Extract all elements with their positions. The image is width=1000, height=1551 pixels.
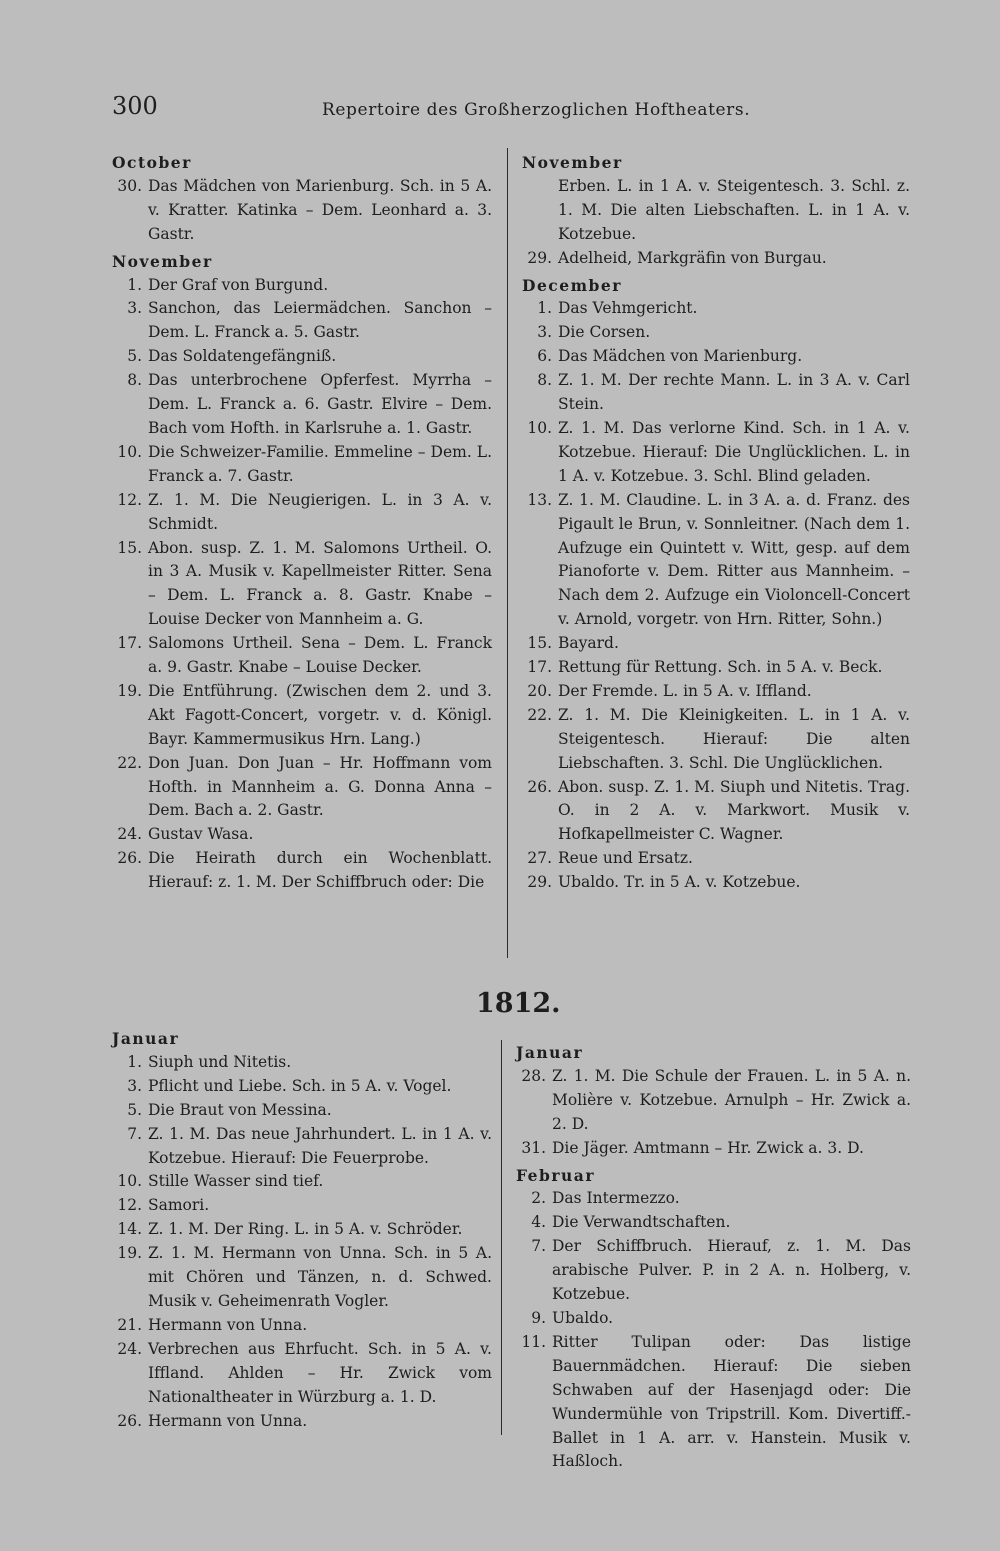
entry-date: 14.: [117, 1220, 142, 1239]
entry-date: 11.: [521, 1332, 546, 1351]
list-item: [516, 1137, 911, 1161]
entry-text: Z. 1. M. Das neue Jahrhundert. L. in 1 A. v. Kotzebue. Hierauf: Die Feuerprobe.: [148, 1124, 492, 1167]
entry-text: Don Juan. Don Juan – Hr. Hoffmann vom Hofth. in Mannheim a. G. Donna Anna – Dem. Bach a. 2. Gastr.: [148, 753, 492, 820]
entry-date: 15.: [527, 634, 552, 653]
list-item: [522, 369, 910, 417]
month-heading: November: [522, 153, 623, 172]
entry-text: Adelheid, Markgräfin von Burgau.: [558, 248, 827, 267]
entry-text: Z. 1. M. Der Ring. L. in 5 A. v. Schröder.: [148, 1220, 463, 1239]
entry-text: Die Jäger. Amtmann – Hr. Zwick a. 3. D.: [552, 1138, 864, 1157]
running-title: Repertoire des Großherzoglichen Hoftheaters.: [322, 100, 751, 120]
list-item: [522, 321, 910, 345]
list-item: [522, 417, 910, 489]
entry-text: Z. 1. M. Hermann von Unna. Sch. in 5 A. mit Chören und Tänzen, n. d. Schwed. Musik v. Geheimenrath Vogler.: [148, 1244, 492, 1310]
entry-date: 4.: [531, 1213, 546, 1232]
list-item: [522, 680, 910, 704]
entry-date: 2.: [531, 1189, 546, 1208]
entry-text: Z. 1. M. Die Schule der Frauen. L. in 5 A. n. Molière v. Kotzebue. Arnulph – Hr. Zwick a. 2. D.: [552, 1066, 911, 1133]
entry-text: Das Vehmgericht.: [558, 299, 698, 318]
entry-date: 1.: [127, 275, 142, 294]
entry-text: Samori.: [148, 1196, 210, 1215]
entry-text: Die Schweizer-Familie. Emmeline – Dem. L. Franck a. 7. Gastr.: [148, 442, 492, 485]
entry-text: Der Schiffbruch. Hierauf, z. 1. M. Das arabische Pulver. P. in 2 A. n. Holberg, v. Kotzebue.: [552, 1237, 911, 1304]
list-item: [112, 847, 492, 895]
entry-text: Der Graf von Burgund.: [148, 275, 329, 294]
list-item: [112, 752, 492, 824]
entry-date: 30.: [117, 176, 142, 195]
list-item: [516, 1187, 911, 1211]
entry-date: 12.: [117, 490, 142, 509]
list-item: [112, 1170, 492, 1194]
list-item: [522, 656, 910, 680]
entry-date: 31.: [521, 1138, 546, 1157]
entry-text: Das Soldatengefängniß.: [148, 347, 337, 366]
entry-date: 9.: [531, 1308, 546, 1327]
column-divider-top: [507, 148, 508, 958]
entry-text: Z. 1. M. Claudine. L. in 3 A. a. d. Franz. des Pigault le Brun, v. Sonnleitner. (Nach dem 1. Aufzuge ein Quintett v. Witt, gesp. auf dem Pianoforte v. Dem. Ritter aus Mannheim. – Nach dem 2. Aufzuge ein Violoncell-Concert v. Arnold, vorgetr. von Hrn. Ritter, Sohn.): [558, 490, 910, 629]
entry-date: 24.: [117, 825, 142, 844]
entry-text: Z. 1. M. Der rechte Mann. L. in 3 A. v. Carl Stein.: [558, 371, 910, 414]
list-item: [112, 1194, 492, 1218]
entry-date: 26.: [527, 777, 552, 796]
entry-text: Ritter Tulipan oder: Das listige Bauernmädchen. Hierauf: Die sieben Schwaben auf der Hasenjagd oder: Die Wundermühle von Tripstrill. Kom. Divertiff.-Ballet in 1 A. arr. v. Hanstein. Musik v. Haßloch.: [552, 1332, 911, 1471]
entry-text: Pflicht und Liebe. Sch. in 5 A. v. Vogel.: [148, 1076, 452, 1095]
entry-text: Reue und Ersatz.: [558, 849, 693, 868]
entry-date: 7.: [531, 1237, 546, 1256]
entry-date: 27.: [527, 849, 552, 868]
list-item: [112, 441, 492, 489]
list-item: [112, 297, 492, 345]
entry-date: 22.: [527, 705, 552, 724]
list-item: [112, 1410, 492, 1434]
entry-text: Salomons Urtheil. Sena – Dem. L. Franck a. 9. Gastr. Knabe – Louise Decker.: [148, 634, 492, 677]
entry-text: Ubaldo. Tr. in 5 A. v. Kotzebue.: [558, 873, 801, 892]
entry-text: Abon. susp. Z. 1. M. Salomons Urtheil. O. in 3 A. Musik v. Kapellmeister Ritter. Sena – Dem. L. Franck a. 8. Gastr. Knabe – Louise Decker von Mannheim a. G.: [148, 538, 492, 629]
list-item: [112, 1075, 492, 1099]
entry-text: Die Corsen.: [558, 323, 651, 342]
entry-text: Die Braut von Messina.: [148, 1100, 332, 1119]
entry-date: 1.: [537, 299, 552, 318]
list-item: [516, 1065, 911, 1137]
list-item: [112, 345, 492, 369]
entry-text: Bayard.: [558, 634, 619, 653]
entry-date: 26.: [117, 849, 142, 868]
entry-text: Ubaldo.: [552, 1308, 614, 1327]
entry-text: Stille Wasser sind tief.: [148, 1172, 324, 1191]
list-item: [112, 1314, 492, 1338]
entry-text: Rettung für Rettung. Sch. in 5 A. v. Beck.: [558, 658, 883, 677]
entry-text: Der Fremde. L. in 5 A. v. Iffland.: [558, 681, 812, 700]
list-item: [516, 1211, 911, 1235]
list-item: [522, 847, 910, 871]
entry-text: Hermann von Unna.: [148, 1315, 308, 1334]
list-item: [112, 1218, 492, 1242]
page-number: 300: [112, 92, 158, 120]
list-item: [112, 1338, 492, 1410]
month-heading: Januar: [112, 1029, 180, 1048]
month-heading: October: [112, 153, 192, 172]
entry-date: 19.: [117, 681, 142, 700]
entry-date: 10.: [117, 442, 142, 461]
entry-date: 3.: [537, 323, 552, 342]
column-1812-left: [112, 1024, 492, 1433]
entry-date: 5.: [127, 1100, 142, 1119]
entry-date: 28.: [521, 1066, 546, 1085]
column-1811-right: [522, 148, 910, 895]
entry-date: 8.: [127, 371, 142, 390]
entry-text: Das unterbrochene Opferfest. Myrrha – Dem. L. Franck a. 6. Gastr. Elvire – Dem. Bach vom Hofth. in Karlsruhe a. 1. Gastr.: [148, 371, 492, 437]
entry-date: 13.: [527, 490, 552, 509]
entry-date: 29.: [527, 248, 552, 267]
entry-date: 3.: [127, 299, 142, 318]
entry-date: 22.: [117, 753, 142, 772]
list-item: [522, 489, 910, 632]
list-item: [522, 704, 910, 776]
entry-date: 5.: [127, 347, 142, 366]
entry-date: 10.: [117, 1172, 142, 1191]
entry-date: 21.: [117, 1315, 142, 1334]
list-item: [516, 1235, 911, 1307]
entry-text: Sanchon, das Leiermädchen. Sanchon – Dem. L. Franck a. 5. Gastr.: [148, 299, 492, 342]
list-item: [112, 369, 492, 441]
entry-date: 19.: [117, 1244, 142, 1263]
month-heading: November: [112, 251, 213, 271]
list-item: [522, 297, 910, 321]
entry-text: Verbrechen aus Ehrfucht. Sch. in 5 A. v. Iffland. Ahlden – Hr. Zwick vom Nationaltheater in Würzburg a. 1. D.: [148, 1339, 492, 1406]
entry-text: Z. 1. M. Das verlorne Kind. Sch. in 1 A. v. Kotzebue. Hierauf: Die Unglücklichen. L. in 1 A. v. Kotzebue. 3. Schl. Blind geladen.: [558, 418, 910, 485]
list-item: [112, 1099, 492, 1123]
list-item: [522, 871, 910, 895]
entry-text: Hermann von Unna.: [148, 1411, 308, 1430]
list-item: [112, 274, 492, 298]
entry-date: 26.: [117, 1411, 142, 1430]
list-item: [112, 1242, 492, 1314]
entry-date: 15.: [117, 538, 142, 557]
month-heading: Februar: [516, 1165, 596, 1185]
entry-text: Z. 1. M. Die Kleinigkeiten. L. in 1 A. v. Steigentesch. Hierauf: Die alten Liebschaften. 3. Schl. Die Unglücklichen.: [558, 705, 910, 772]
entry-date: 7.: [127, 1124, 142, 1143]
entry-date: 3.: [127, 1076, 142, 1095]
column-1812-right: [516, 1038, 911, 1474]
list-item: [516, 1307, 911, 1331]
entry-text: Z. 1. M. Die Neugierigen. L. in 3 A. v. Schmidt.: [148, 490, 492, 533]
entry-text: Die Verwandtschaften.: [552, 1213, 731, 1232]
entry-text: Siuph und Nitetis.: [148, 1052, 292, 1071]
list-item: [516, 1331, 911, 1474]
list-item: [112, 1123, 492, 1171]
entry-date: 8.: [537, 371, 552, 390]
list-item: [112, 632, 492, 680]
list-item: [112, 537, 492, 633]
entry-text: Das Mädchen von Marienburg. Sch. in 5 A. v. Kratter. Katinka – Dem. Leonhard a. 3. Gastr.: [148, 176, 492, 243]
list-item: [112, 489, 492, 537]
column-divider-bottom: [501, 1040, 502, 1435]
entry-date: 1.: [127, 1052, 142, 1071]
entry-text: Das Mädchen von Marienburg.: [558, 347, 803, 366]
entry-date: 17.: [117, 634, 142, 653]
year-heading: 1812.: [476, 988, 561, 1019]
entry-text: Die Entführung. (Zwischen dem 2. und 3. Akt Fagott-Concert, vorgetr. v. d. Königl. Bayr. Kammermusikus Hrn. Lang.): [148, 681, 492, 748]
entry-date: 20.: [527, 681, 552, 700]
list-item: [522, 776, 910, 848]
month-heading: December: [522, 275, 622, 295]
entry-continuation: Erben. L. in 1 A. v. Steigentesch. 3. Schl. z. 1. M. Die alten Liebschaften. L. in 1 A. v. Kotzebue.: [558, 176, 910, 243]
entry-text: Gustav Wasa.: [148, 825, 254, 844]
month-heading: Januar: [516, 1043, 584, 1062]
list-item: [112, 1051, 492, 1075]
entry-text: Abon. susp. Z. 1. M. Siuph und Nitetis. Trag. O. in 2 A. v. Markwort. Musik v. Hofkapellmeister C. Wagner.: [558, 777, 910, 844]
entry-date: 10.: [527, 418, 552, 437]
entry-date: 24.: [117, 1339, 142, 1358]
list-item: [522, 247, 910, 271]
list-item: [112, 680, 492, 752]
entry-date: 29.: [527, 873, 552, 892]
list-item: [112, 175, 492, 247]
entry-date: 17.: [527, 658, 552, 677]
entry-date: 12.: [117, 1196, 142, 1215]
list-item: [522, 632, 910, 656]
entry-text: Das Intermezzo.: [552, 1189, 680, 1208]
entry-date: 6.: [537, 347, 552, 366]
list-item: [522, 345, 910, 369]
entry-text: Die Heirath durch ein Wochenblatt. Hierauf: z. 1. M. Der Schiffbruch oder: Die: [148, 849, 492, 892]
column-1811-left: [112, 148, 492, 895]
list-item: [112, 823, 492, 847]
